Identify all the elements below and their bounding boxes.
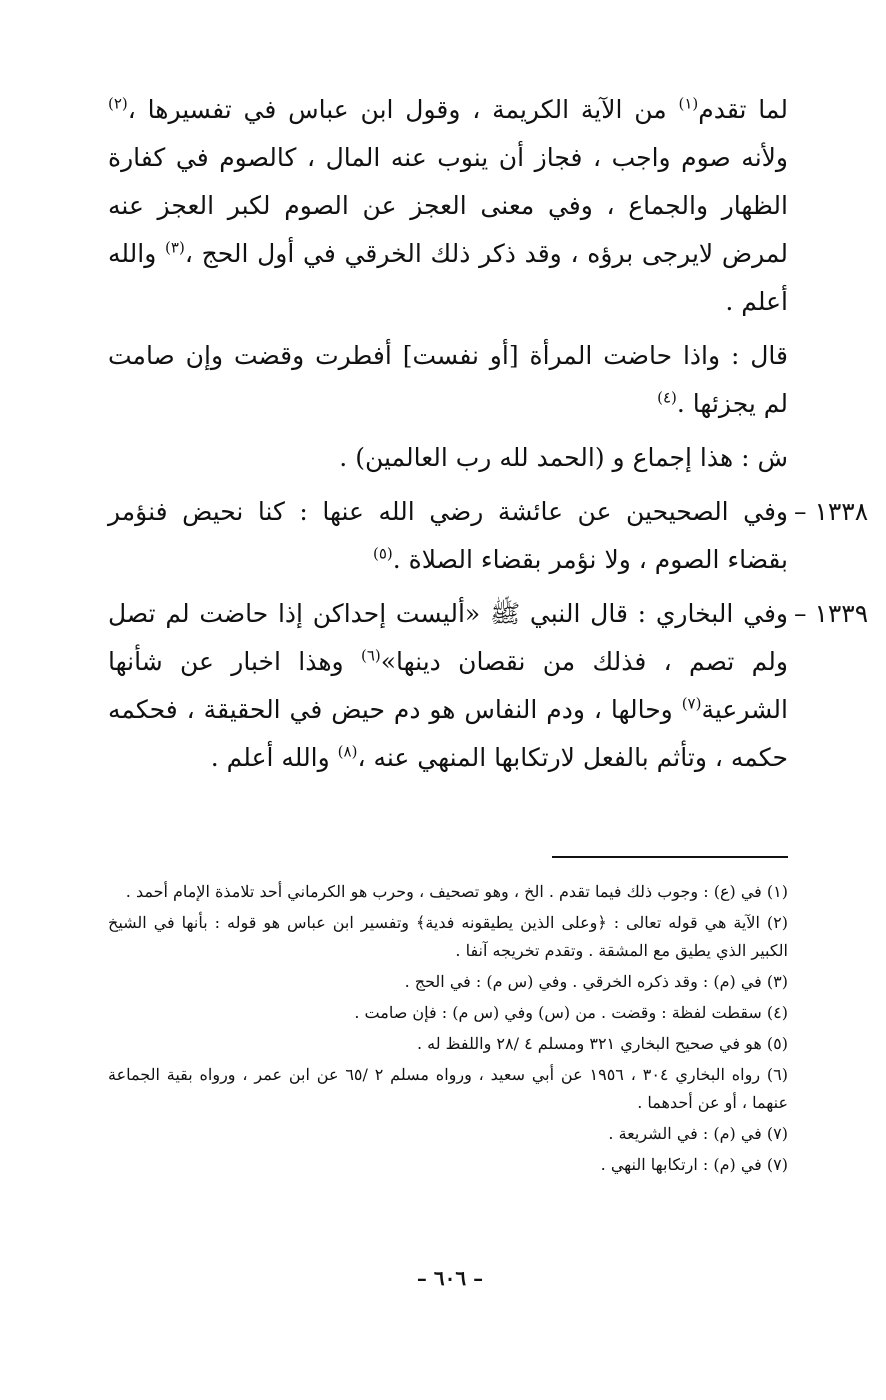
footnote-item: (٦) رواه البخاري ٣٠٤ ، ١٩٥٦ عن أبي سعيد ، ورواه مسلم ٢ /٦٥ عن ابن عمر ، ورواه بقية الجماعة عنهما ، أو عن أحدهما . — [108, 1065, 788, 1112]
footnote-ref[interactable]: (٧) — [681, 694, 702, 713]
footnote-item: (٣) في (م) : وقد ذكره الخرقي . وفي (س م) : في الحج . — [404, 972, 788, 991]
paragraph-text: والله أعلم . — [210, 743, 338, 772]
footnote-item: (٤) سقطت لفظة : وقضت . من (س) وفي (س م) : فإن صامت . — [354, 1003, 788, 1022]
paragraph-4 — [108, 488, 869, 584]
paragraph-text: ش : هذا إجماع و (الحمد لله رب العالمين) . — [339, 443, 788, 472]
footnote-separator — [552, 856, 788, 858]
footnote-ref[interactable]: (٣) — [165, 238, 185, 257]
paragraph-text: وفي البخاري : قال النبي ﷺ «أليست إحداكن إذا حاضت لم تصل ولم تصم ، فذلك من نقصان دينها» — [108, 599, 788, 676]
footnote-item: (٧) في (م) : ارتكابها النهي . — [600, 1155, 788, 1174]
footnote-ref[interactable]: (٥) — [372, 544, 393, 563]
footnote-ref[interactable]: (٨) — [337, 742, 358, 761]
footnote-ref[interactable]: (٦) — [360, 646, 381, 665]
hadith-number: ١٣٣٩ – — [794, 599, 869, 628]
paragraph-text: من الآية الكريمة ، وقول ابن عباس في تفسيرها ، — [127, 95, 679, 124]
paragraph-text: ولأنه صوم واجب ، فجاز أن ينوب عنه المال ، كالصوم في كفارة الظهار والجماع ، وفي معنى العجز عن الصوم لكبر العجز عنه لمرض لايرجى برؤه ، وقد ذكر ذلك الخرقي في أول الحج ، — [108, 143, 788, 268]
paragraph-text: والله أعلم . — [108, 239, 788, 316]
paragraph-text: وحالها ، ودم النفاس هو دم حيض في الحقيقة ، فحكمه حكمه ، وتأثم بالفعل لارتكابها المنهي عنه ، — [108, 695, 788, 772]
paragraph-1 — [108, 86, 788, 326]
footnotes — [108, 878, 788, 1182]
paragraph-2 — [108, 332, 788, 428]
paragraph-text: وهذا اخبار عن شأنها الشرعية — [108, 647, 788, 724]
footnote-ref[interactable]: (٢) — [108, 94, 128, 113]
footnote-item: (٥) هو في صحيح البخاري ٣٢١ ومسلم ٤ /٢٨ واللفظ له . — [416, 1034, 788, 1053]
footnote-item: (٢) الآية هي قوله تعالى : ﴿وعلى الذين يطيقونه فدية﴾ وتفسير ابن عباس هو قوله : بأنها في الشيخ الكبير الذي يطيق مع المشقة . وتقدم تخريجه آنفا . — [108, 913, 788, 960]
paragraph-text: وفي الصحيحين عن عائشة رضي الله عنها : كنا نحيض فنؤمر بقضاء الصوم ، ولا نؤمر بقضاء الصلاة . — [108, 497, 788, 574]
hadith-number: ١٣٣٨ – — [794, 497, 869, 526]
paragraph-text: لما تقدم — [698, 95, 788, 124]
page-number: – ٦٠٦ – — [416, 1266, 484, 1290]
main-text — [108, 86, 869, 788]
footnote-ref[interactable]: (٤) — [657, 388, 677, 407]
paragraph-3 — [108, 434, 788, 482]
footnote-item: (١) في (ع) : وجوب ذلك فيما تقدم . الخ ، وهو تصحيف ، وحرب هو الكرماني أحد تلامذة الإمام أحمد . — [125, 882, 788, 901]
footnote-ref[interactable]: (١) — [678, 94, 699, 113]
paragraph-5 — [108, 590, 869, 782]
footnote-item: (٧) في (م) : في الشريعة . — [608, 1124, 788, 1143]
paragraph-text: قال : واذا حاضت المرأة [أو نفست] أفطرت وقضت وإن صامت لم يجزئها . — [108, 341, 788, 418]
